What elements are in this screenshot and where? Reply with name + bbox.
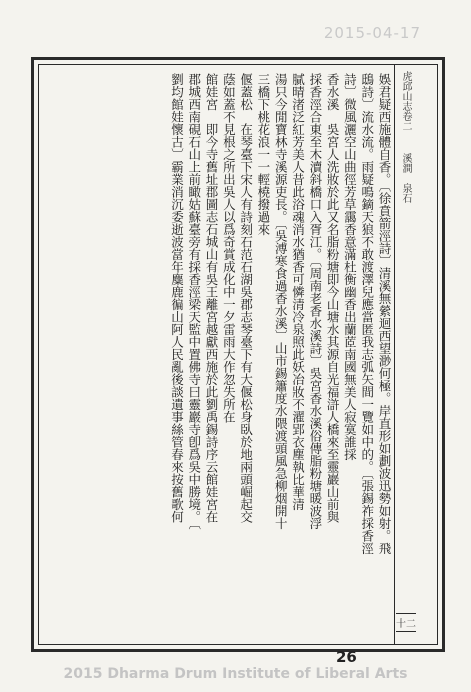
- text-column: 郡城西南硯石山上前瞰姑蘇臺旁有採香涇梁天監中置佛寺曰靈巖寺卽爲吳中勝境。〔: [186, 73, 202, 530]
- text-column: 詩〕微風灑空山曲徑芳草靄香意滿杜衡幽香出蘭茝南國無美人寂寞誰採: [342, 73, 358, 461]
- gutter-section: 溪澗 泉石: [400, 153, 411, 203]
- text-column: 娛君疑西施體自香。〔徐賁箭涇詩〕清溪無縈迴西望渺何極。岸直形如劃波迅勢如射。飛: [377, 73, 392, 555]
- page-number: 26: [336, 648, 357, 666]
- page-inner-border: [38, 64, 438, 645]
- text-column: 香水溪 吳宮人洗妝於此又名脂粉塘即今山塘水其源自光福滸人橋來至靈巖山前與: [325, 73, 341, 523]
- page-gutter: [394, 65, 417, 644]
- text-column: 偃蓋松 在琴臺下宋人有詩刻石范石湖吳郡志琴臺下有大偃松身臥於地兩頭崛起交: [238, 73, 254, 523]
- footer-watermark: 2015 Dharma Drum Institute of Liberal Arts: [63, 666, 408, 682]
- text-column: 蔭如蓋不見根之所出吳人以爲奇賞成化中一夕雷雨大作忽失所在: [221, 73, 237, 423]
- scan-date-stamp: 2015-04-17: [323, 24, 421, 42]
- text-column: 劉均館娃懷古〕霸業消沉委逝波當年麋鹿徧山阿人民亂後談遺事絲管春來按舊歌何: [169, 73, 185, 523]
- text-column: 採香涇合東至木瀆斜橋口入胥江。〔周南老香水溪詩〕吳宮香水溪俗傳脂粉塘暖波浮: [307, 73, 323, 530]
- vertical-text-block: [45, 73, 393, 636]
- gutter-label: [398, 71, 413, 203]
- gutter-title: 虎邱山志卷二: [400, 71, 411, 131]
- text-column: 湯只今閒寶林寺溪源吏長。〔吳溥寒食過香水溪〕山市錫簫度水隈渡頭風急柳烟開十: [273, 73, 289, 530]
- leaf-number: 十二: [396, 613, 416, 632]
- text-column: 三橋下桃花浪一一輕橈撥過來: [255, 73, 271, 236]
- text-column: 館娃宮 即今寺舊址郡圖志石城山有吳王離宮越獻西施於此劉禹錫詩序云館娃宮在: [204, 73, 220, 523]
- text-column: 鴟詩〕流水流。雨疑鳴鏑天狼不敢渡澤兒應當匿我志弧矢間一覽如中的。〔張錫祚採香涇: [359, 73, 375, 555]
- text-column: 膩晴渚泛紅芳美人昔此浴魂消水猶香可憐清冷泉照此妖冶妝不濯郢衣塵執比華清: [290, 73, 306, 511]
- page-frame: [31, 57, 445, 652]
